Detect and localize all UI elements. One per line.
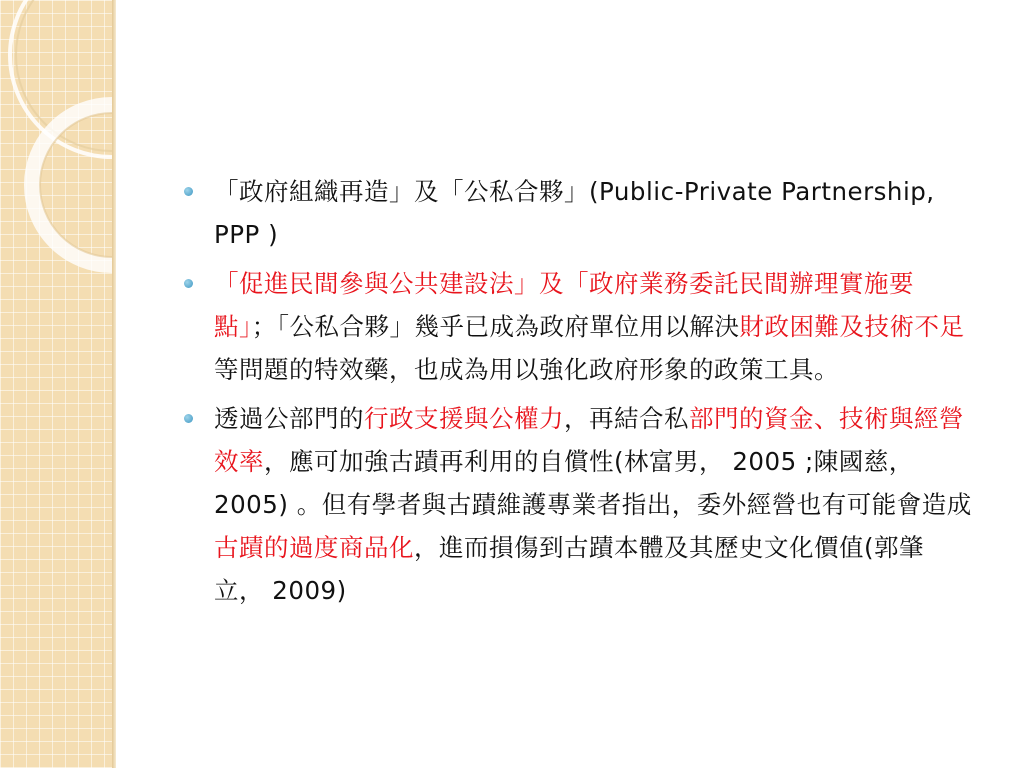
bullet-item <box>184 262 974 391</box>
bullet-text: 透過公部門的 <box>214 404 364 433</box>
highlighted-text: 行政支援與公權力 <box>364 404 564 433</box>
bullet-dot-icon <box>184 414 193 423</box>
bullet-list <box>184 170 974 612</box>
bullet-text: ；「公私合夥」幾乎已成為政府單位用以解決 <box>251 312 740 341</box>
bullet-text: ，應可加強古蹟再利用的自償性(林富男， 2005 ;陳國慈， 2005) 。但有學者與古蹟維護專業者指出，委外經營也有可能會造成 <box>214 447 972 519</box>
highlighted-text: 「促進民間參與公共建設法」及「政府業務委託民間辦理實施要點」 <box>214 269 914 341</box>
bullet-item <box>184 397 974 612</box>
bullet-dot-icon <box>184 187 193 196</box>
slide-content <box>184 170 974 618</box>
decorative-side-panel <box>0 0 112 768</box>
bullet-text: ，進而損傷到古蹟本體及其歷史文化價值(郭肇立， 2009) <box>214 533 925 605</box>
highlighted-text: 部門的資金、技術與經營效率 <box>214 404 964 476</box>
highlighted-text: 古蹟的過度商品化 <box>214 533 414 562</box>
bullet-text: 等問題的特效藥，也成為用以強化政府形象的政策工具。 <box>214 355 839 384</box>
side-panel-edge <box>112 0 116 768</box>
bullet-text: ，再結合私 <box>564 404 689 433</box>
bullet-text: 「政府組織再造」及「公私合夥」(Public-Private Partnership, PPP ) <box>214 177 935 249</box>
highlighted-text: 財政困難及技術不足 <box>739 312 965 341</box>
bullet-dot-icon <box>184 279 193 288</box>
bullet-item <box>184 170 974 256</box>
decorative-circles <box>0 0 112 768</box>
